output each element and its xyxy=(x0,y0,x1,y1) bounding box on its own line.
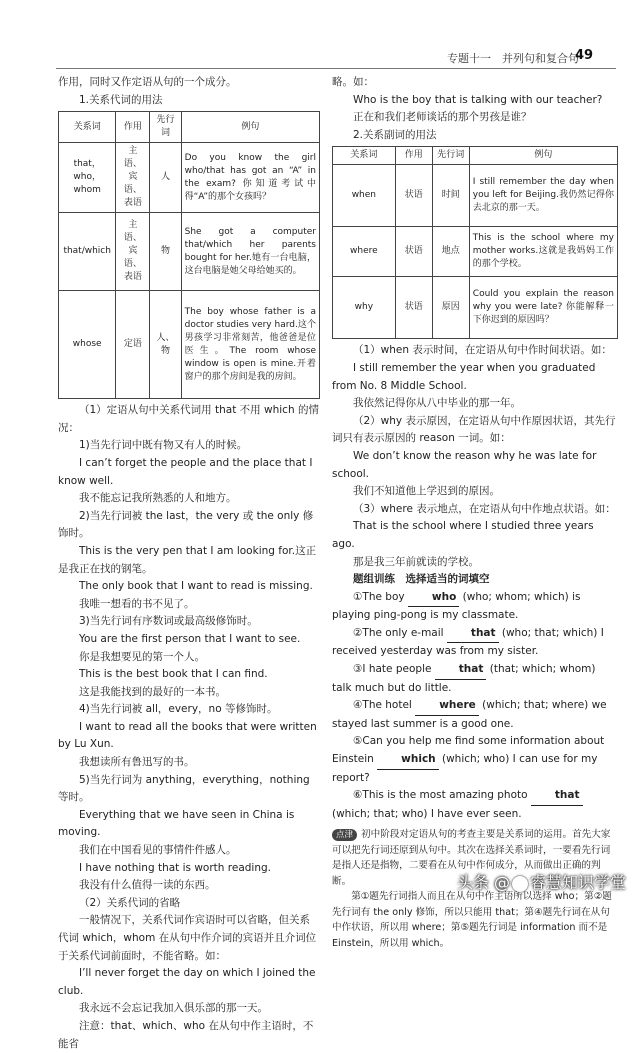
tip-text: 第①题先行词指人而且在从句中作主语所以选择 who；第②题先行词有 the only 修饰，所以只能用 that；第④题先行词在从句中作状语，所以用 where；第⑤题先行词是 information 而不是 Einstein，所以用 which。 xyxy=(332,891,612,949)
section-title: 2.关系副词的用法 xyxy=(353,128,437,141)
table-cell: She got a computer that/which her parents bought for her.她有一台电脑，这台电脑是她父母给她买的。 xyxy=(181,213,319,291)
table-cell: I still remember the day when you left for Beijing.我仍然记得你去北京的那一天。 xyxy=(469,165,617,227)
page-number: 49 xyxy=(575,48,594,63)
answer-blank: that xyxy=(447,625,499,644)
table-cell: why xyxy=(333,277,396,339)
table-cell: 物 xyxy=(150,213,181,291)
example-sentence: I want to read all the books that were written by Lu Xun. xyxy=(58,720,317,751)
table-header: 先行词 xyxy=(432,147,469,165)
table-cell: The boy whose father is a doctor studies very hard.这个男孩学习非常刻苦，他爸爸是位医生。The room whose window is open is mine.开着窗户的那个房间是我的房间。 xyxy=(181,291,319,399)
exercise-text: (which; who) I can use for my report? xyxy=(332,753,598,784)
relative-adverb-table xyxy=(332,146,618,339)
paragraph: 略。如： xyxy=(332,76,374,88)
table-row xyxy=(59,291,320,399)
table-header: 关系词 xyxy=(333,147,396,165)
table-cell: 主语、宾语、表语 xyxy=(116,213,150,291)
table-cell: Could you explain the reason why you were late? 你能解释一下你迟到的原因吗？ xyxy=(469,277,617,339)
right-column xyxy=(332,74,618,951)
table-header: 作用 xyxy=(116,112,150,143)
table-cell: 状语 xyxy=(395,277,432,339)
table-header: 先行词 xyxy=(150,112,181,143)
table-row xyxy=(333,227,618,277)
table-header-row xyxy=(59,112,320,143)
paragraph: （3）where 表示地点，在定语从句中作地点状语。如： xyxy=(353,502,616,515)
watermark-text: 头条 @ xyxy=(456,873,510,892)
paragraph: 2)当先行词被 the last，the very 或 the only 修饰时。 xyxy=(58,509,314,540)
table-row xyxy=(333,277,618,339)
exercise-item xyxy=(332,787,618,823)
table-cell: 定语 xyxy=(116,291,150,399)
translation: 我永远不会忘记我加入俱乐部的那一天。 xyxy=(79,1002,268,1015)
chapter-title: 专题十一 并列句和复合句 xyxy=(447,52,579,65)
answer-blank: which xyxy=(377,751,438,770)
table-cell: 时间 xyxy=(432,165,469,227)
example-sentence: I have nothing that is worth reading. xyxy=(79,861,272,874)
relative-pronoun-table xyxy=(58,111,320,399)
example-sentence: I can’t forget the people and the place that I know well. xyxy=(58,456,313,487)
left-column xyxy=(58,74,320,1053)
tip-text: 初中阶段对定语从句的考查主要是关系词的运用。首先大家可以把先行词还原到从句中。其次在选择关系词时，一要看先行词是指人还是指物，二要看在从句中作何成分，从而做出正确的判断。 xyxy=(332,829,611,887)
exercise-text: ⑤Can you help me find some information about Einstein xyxy=(332,735,605,766)
translation: 我唯一想看的书不见了。 xyxy=(79,597,195,610)
table-cell: where xyxy=(333,227,396,277)
exercise-text: ③I hate people xyxy=(353,663,435,676)
translation: 我依然记得你从八中毕业的那一年。 xyxy=(353,397,521,410)
table-cell: 状语 xyxy=(395,165,432,227)
table-header: 例句 xyxy=(469,147,617,165)
exercise-text: (who; that; which) I received yesterday was from my sister. xyxy=(332,626,604,658)
table-cell: This is the school where my mother works.这就是我妈妈工作的那个学校。 xyxy=(469,227,617,277)
exercise-item xyxy=(332,625,618,661)
table-row xyxy=(59,213,320,291)
watermark-text: 睿慧知识学堂 xyxy=(529,873,626,892)
exercise-item xyxy=(332,661,618,697)
example-sentence: This is the very pen that I am looking for.这正是我正在找的钢笔。 xyxy=(58,544,317,575)
exercise-title: 题组训练 选择适当的词填空 xyxy=(353,573,490,586)
section-title: 1.关系代词的用法 xyxy=(79,93,163,106)
table-cell: when xyxy=(333,165,396,227)
watermark xyxy=(457,870,626,893)
exercise-text: ①The boy xyxy=(353,590,408,603)
table-cell: 地点 xyxy=(432,227,469,277)
example-sentence: This is the best book that I can find. xyxy=(79,668,268,681)
example-sentence: We don’t know the reason why he was late for school. xyxy=(332,449,597,480)
table-header: 例句 xyxy=(181,112,319,143)
exercise-text: (that; which; whom) talk much but do little. xyxy=(332,663,596,694)
logo-icon xyxy=(512,876,528,892)
translation: 我没有什么值得一读的东西。 xyxy=(79,879,216,892)
table-cell: 人 xyxy=(150,143,181,213)
translation: 我不能忘记我所熟悉的人和地方。 xyxy=(79,492,237,505)
table-header: 作用 xyxy=(395,147,432,165)
table-cell: 状语 xyxy=(395,227,432,277)
table-cell: that/which xyxy=(59,213,116,291)
answer-blank: that xyxy=(531,787,583,806)
header-divider xyxy=(56,68,616,69)
exercise-text: ②The only e-mail xyxy=(353,626,447,639)
note: 注意：that、which、who 在从句中作主语时，不能省 xyxy=(58,1019,314,1050)
example-sentence: I’ll never forget the day on which I joined the club. xyxy=(58,967,316,997)
table-cell: 原因 xyxy=(432,277,469,339)
exercise-text: (who; whom; which) is playing ping-pong is my classmate. xyxy=(332,590,581,622)
paragraph: 3)当先行词有序数词或最高级修饰时。 xyxy=(79,615,258,628)
example-sentence: The only book that I want to read is missing. xyxy=(79,580,313,593)
translation: 这是我能找到的最好的一本书。 xyxy=(79,685,226,698)
table-header-row xyxy=(333,147,618,165)
paragraph: 作用，同时又作定语从句的一个成分。 xyxy=(58,76,237,88)
example-sentence: Who is the boy that is talking with our teacher? xyxy=(353,93,603,106)
translation: 我们在中国看见的事情件件感人。 xyxy=(79,844,237,857)
paragraph: （2）why 表示原因，在定语从句中作原因状语，其先行词只有表示原因的 reason 一词。如： xyxy=(332,414,616,445)
exercise-text: ⑥This is the most amazing photo xyxy=(353,789,531,802)
table-cell: that，who，whom xyxy=(59,143,116,213)
tip-badge: 点津 xyxy=(332,829,357,841)
table-cell: 人、物 xyxy=(150,291,181,399)
translation: 我想读所有鲁迅写的书。 xyxy=(79,756,195,769)
paragraph: 一般情况下，关系代词作宾语时可以省略，但关系代词 which，whom 在从句中作介词的宾语并且介词位于关系代词前面时，不能省略。如： xyxy=(58,914,317,962)
paragraph: （1）when 表示时间，在定语从句中作时间状语。如： xyxy=(353,344,612,357)
table-cell: Do you know the girl who/that has got an “A” in the exam? 你知道考试中得“A”的那个女孩吗？ xyxy=(181,143,319,213)
table-cell: 主语、宾语、表语 xyxy=(116,143,150,213)
answer-blank: that xyxy=(435,661,487,680)
paragraph: 4)当先行词被 all，every，no 等修饰时。 xyxy=(79,703,278,716)
paragraph: 1)当先行词中既有物又有人的时候。 xyxy=(79,439,248,452)
exercise-text: ④The hotel xyxy=(353,699,416,712)
translation: 正在和我们老师谈话的那个男孩是谁？ xyxy=(353,111,532,124)
subsection-title: （2）关系代词的省略 xyxy=(79,896,181,909)
table-row xyxy=(59,143,320,213)
paragraph: （1）定语从句中关系代词用 that 不用 which 的情况： xyxy=(58,404,319,434)
translation: 你是我想要见的第一个人。 xyxy=(79,650,205,663)
example-sentence: I still remember the year when you graduated from No. 8 Middle School. xyxy=(332,361,596,392)
paragraph: 5)当先行词为 anything，everything，nothing 等时。 xyxy=(58,773,310,804)
exercise-item xyxy=(332,697,618,733)
example-sentence: You are the first person that I want to see. xyxy=(79,632,301,645)
table-row xyxy=(333,165,618,227)
page-header xyxy=(0,0,640,72)
translation: 那是我三年前就读的学校。 xyxy=(353,555,479,568)
translation: 我们不知道他上学迟到的原因。 xyxy=(353,485,500,498)
example-sentence: Everything that we have seen in China is moving. xyxy=(58,808,295,839)
exercise-item xyxy=(332,589,618,625)
example-sentence: That is the school where I studied three years ago. xyxy=(332,520,594,550)
exercise-text: (which; that; where) we stayed last summer is a good one. xyxy=(332,699,607,730)
answer-blank: where xyxy=(415,697,479,716)
exercise-text: (which; that; who) I have ever seen. xyxy=(332,807,522,820)
exercise-item xyxy=(332,733,618,787)
table-cell: whose xyxy=(59,291,116,399)
table-header: 关系词 xyxy=(59,112,116,143)
answer-blank: who xyxy=(408,589,459,608)
